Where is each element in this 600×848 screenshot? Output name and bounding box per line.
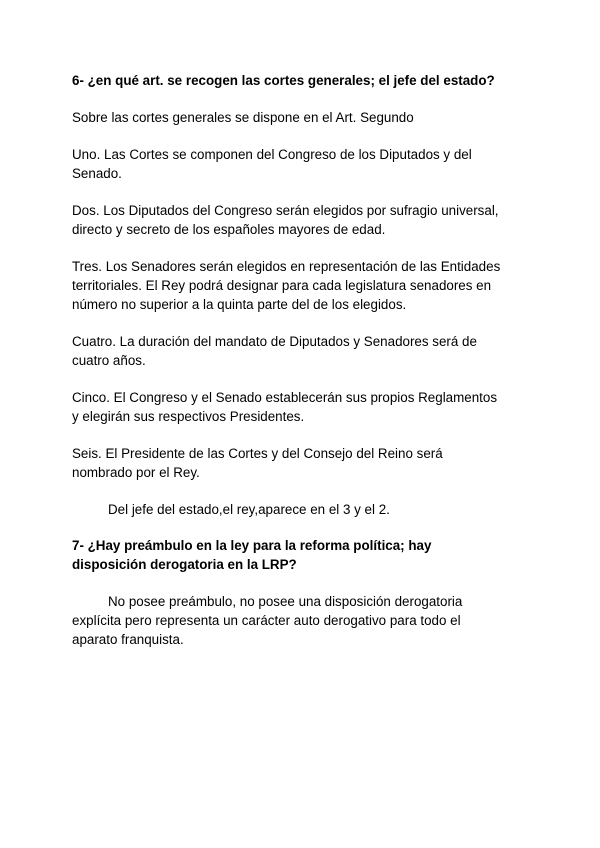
- q6-paragraph-cuatro: Cuatro. La duración del mandato de Diputados y Senadores será de cuatro años.: [72, 334, 477, 368]
- q7-answer: No posee preámbulo, no posee una disposición derogatoria explícita pero representa un carácter auto derogativo para todo el aparato franquista.: [72, 594, 463, 647]
- q6-answer: Del jefe del estado,el rey,aparece en el 3 y el 2.: [108, 502, 390, 517]
- q6-paragraph-cinco: Cinco. El Congreso y el Senado establecerán sus propios Reglamentos y elegirán sus respectivos Presidentes.: [72, 390, 498, 424]
- q6-paragraph-tres: Tres. Los Senadores serán elegidos en representación de las Entidades territoriales. El Rey podrá designar para cada legislatura senadores en número no superior a la quinta parte del de los elegidos.: [72, 259, 501, 312]
- question-6-heading: 6- ¿en qué art. se recogen las cortes generales; el jefe del estado?: [72, 73, 495, 88]
- document-page: [72, 71, 542, 649]
- q6-paragraph-intro: Sobre las cortes generales se dispone en el Art. Segundo: [72, 110, 414, 125]
- q6-paragraph-seis: Seis. El Presidente de las Cortes y del Consejo del Reino será nombrado por el Rey.: [72, 446, 443, 480]
- question-7-heading-text: 7- ¿Hay preámbulo en la ley para la reforma política; hay disposición derogatoria en la LRP?: [72, 538, 432, 572]
- q6-paragraph-dos: Dos. Los Diputados del Congreso serán elegidos por sufragio universal, directo y secreto de los españoles mayores de edad.: [72, 203, 499, 237]
- question-7-heading: [72, 536, 542, 574]
- q6-paragraph-uno: Uno. Las Cortes se componen del Congreso de los Diputados y del Senado.: [72, 147, 472, 181]
